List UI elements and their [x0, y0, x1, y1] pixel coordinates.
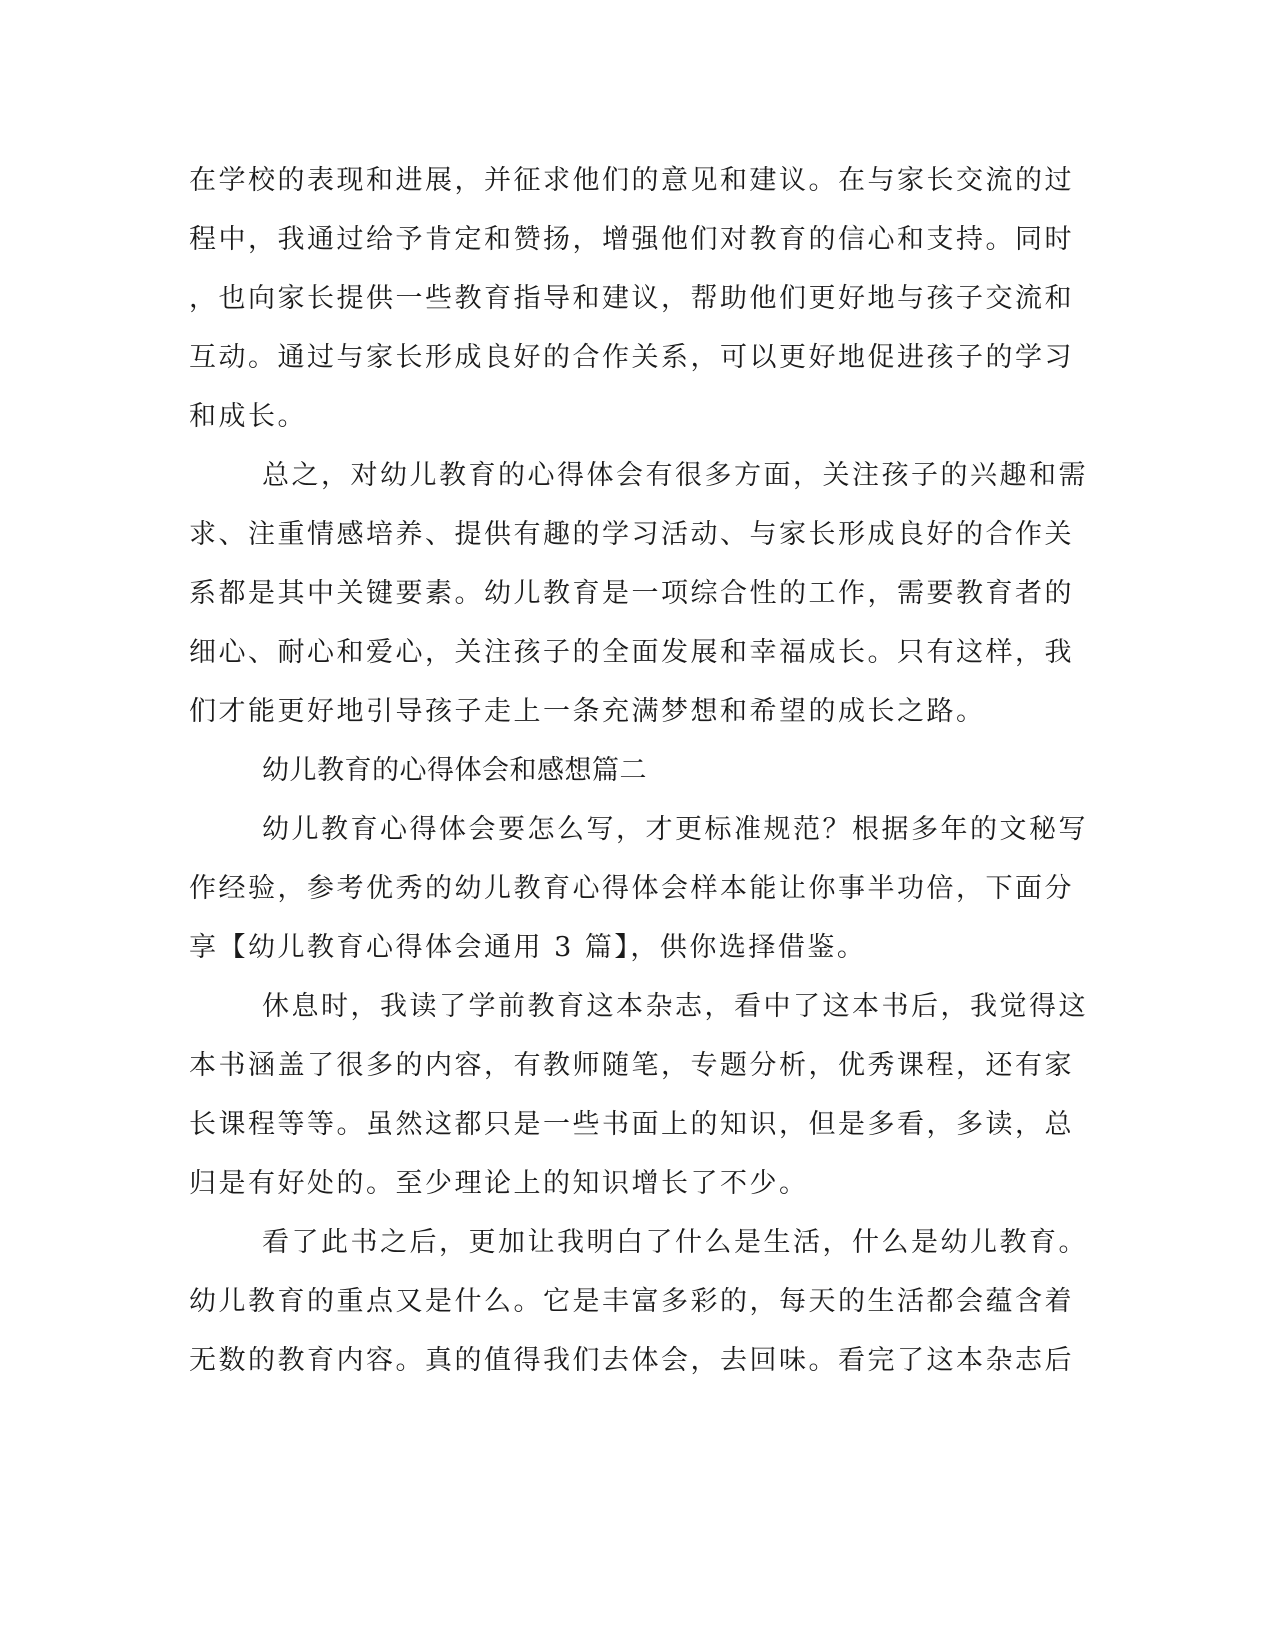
text-line: 作经验，参考优秀的幼儿教育心得体会样本能让你事半功倍，下面分: [189, 873, 1074, 904]
text-line: 本书涵盖了很多的内容，有教师随笔，专题分析，优秀课程，还有家: [189, 1050, 1074, 1081]
text-line: 求、注重情感培养、提供有趣的学习活动、与家长形成良好的合作关: [189, 519, 1074, 550]
text-line: 们才能更好地引导孩子走上一条充满梦想和希望的成长之路。: [189, 696, 986, 727]
text-line: 享【幼儿教育心得体会通用 3 篇】，供你选择借鉴。: [189, 932, 867, 963]
paragraph-first-line: 休息时，我读了学前教育这本杂志，看中了这本书后，我觉得这: [262, 991, 1088, 1022]
text-line: 在学校的表现和进展，并征求他们的意见和建议。在与家长交流的过: [189, 165, 1074, 196]
text-line: 程中，我通过给予肯定和赞扬，增强他们对教育的信心和支持。同时: [189, 224, 1074, 255]
text-line: 互动。通过与家长形成良好的合作关系，可以更好地促进孩子的学习: [189, 342, 1074, 373]
text-line: 无数的教育内容。真的值得我们去体会，去回味。看完了这本杂志后: [189, 1345, 1074, 1376]
text-line: 细心、耐心和爱心，关注孩子的全面发展和幸福成长。只有这样，我: [189, 637, 1074, 668]
paragraph-first-line: 总之，对幼儿教育的心得体会有很多方面，关注孩子的兴趣和需: [262, 460, 1088, 491]
section-heading: 幼儿教育的心得体会和感想篇二: [262, 755, 647, 786]
text-line: 归是有好处的。至少理论上的知识增长了不少。: [189, 1168, 809, 1199]
text-line: ，也向家长提供一些教育指导和建议，帮助他们更好地与孩子交流和: [189, 283, 1074, 314]
text-line: 长课程等等。虽然这都只是一些书面上的知识，但是多看，多读，总: [189, 1109, 1074, 1140]
paragraph-first-line: 看了此书之后，更加让我明白了什么是生活，什么是幼儿教育。: [262, 1227, 1088, 1258]
text-line: 幼儿教育的重点又是什么。它是丰富多彩的，每天的生活都会蕴含着: [189, 1286, 1074, 1317]
paragraph-first-line: 幼儿教育心得体会要怎么写，才更标准规范？根据多年的文秘写: [262, 814, 1088, 845]
text-line: 系都是其中关键要素。幼儿教育是一项综合性的工作，需要教育者的: [189, 578, 1074, 609]
text-line: 和成长。: [189, 401, 307, 432]
